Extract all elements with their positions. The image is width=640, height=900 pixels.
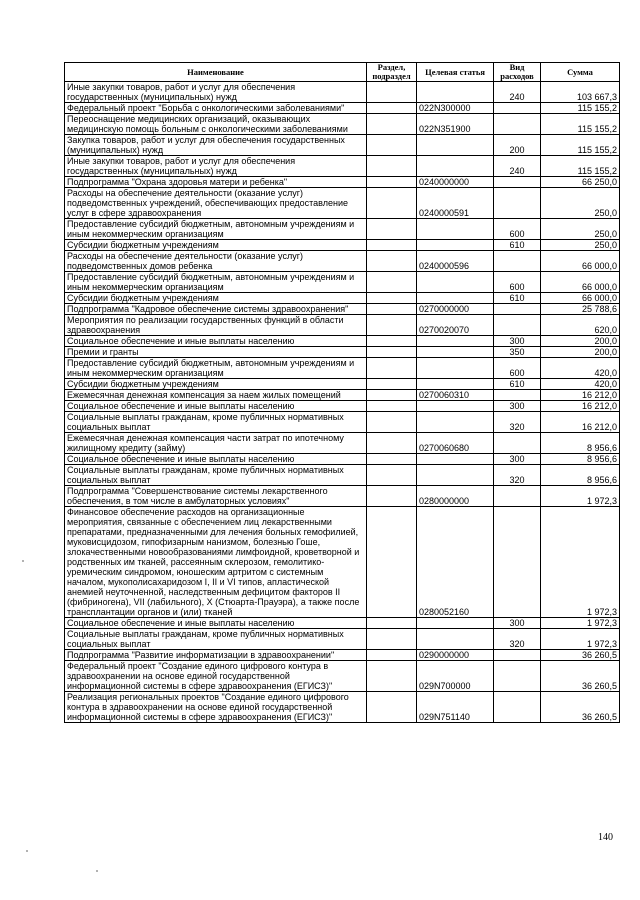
cell-sum: 1 972,3 <box>541 486 620 507</box>
cell-section <box>367 219 417 240</box>
cell-name: Субсидии бюджетным учреждениям <box>65 293 367 304</box>
cell-sum: 66 000,0 <box>541 293 620 304</box>
cell-target <box>417 454 494 465</box>
cell-target: 0270000000 <box>417 304 494 315</box>
cell-name: Иные закупки товаров, работ и услуг для обеспечения государственных (муниципальных) нужд <box>65 82 367 103</box>
cell-section <box>367 114 417 135</box>
cell-name: Социальное обеспечение и иные выплаты населению <box>65 336 367 347</box>
cell-expense <box>494 433 541 454</box>
cell-name: Закупка товаров, работ и услуг для обеспечения государственных (муниципальных) нужд <box>65 135 367 156</box>
cell-section <box>367 315 417 336</box>
cell-expense: 600 <box>494 219 541 240</box>
table-row <box>65 650 620 661</box>
cell-section <box>367 401 417 412</box>
cell-target: 0270020070 <box>417 315 494 336</box>
cell-target <box>417 358 494 379</box>
cell-target: 0240000591 <box>417 188 494 219</box>
cell-expense: 610 <box>494 293 541 304</box>
cell-expense: 600 <box>494 358 541 379</box>
header-name: Наименование <box>65 63 367 82</box>
table-row <box>65 315 620 336</box>
table-row <box>65 177 620 188</box>
cell-name: Иные закупки товаров, работ и услуг для обеспечения государственных (муниципальных) нужд <box>65 156 367 177</box>
cell-sum: 115 155,2 <box>541 103 620 114</box>
cell-sum: 66 000,0 <box>541 272 620 293</box>
cell-name: Федеральный проект "Создание единого цифрового контура в здравоохранении на основе единой государственной информационной системы в сфере здравоохранения (ЕГИСЗ)" <box>65 661 367 692</box>
cell-sum: 8 956,6 <box>541 465 620 486</box>
cell-sum: 620,0 <box>541 315 620 336</box>
table-row <box>65 661 620 692</box>
header-section: Раздел, подраздел <box>367 63 417 82</box>
cell-section <box>367 358 417 379</box>
cell-expense <box>494 188 541 219</box>
cell-target <box>417 156 494 177</box>
cell-name: Подпрограмма "Развитие информатизации в здравоохранении" <box>65 650 367 661</box>
cell-sum: 25 788,6 <box>541 304 620 315</box>
cell-name: Переоснащение медицинских организаций, оказывающих медицинскую помощь больным с онкологическими заболеваниями <box>65 114 367 135</box>
cell-sum: 200,0 <box>541 347 620 358</box>
scan-speck <box>26 850 28 852</box>
table-row <box>65 103 620 114</box>
cell-name: Ежемесячная денежная компенсация части затрат по ипотечному жилищному кредиту (займу) <box>65 433 367 454</box>
cell-expense <box>494 650 541 661</box>
cell-sum: 115 155,2 <box>541 114 620 135</box>
cell-section <box>367 486 417 507</box>
table-row <box>65 507 620 618</box>
cell-name: Подпрограмма "Охрана здоровья матери и ребенка" <box>65 177 367 188</box>
cell-name: Ежемесячная денежная компенсация за наем жилых помещений <box>65 390 367 401</box>
cell-sum: 1 972,3 <box>541 618 620 629</box>
cell-expense: 320 <box>494 412 541 433</box>
table-row <box>65 618 620 629</box>
cell-section <box>367 135 417 156</box>
table-row <box>65 390 620 401</box>
page-number: 140 <box>598 832 613 843</box>
cell-target <box>417 618 494 629</box>
cell-section <box>367 304 417 315</box>
cell-section <box>367 347 417 358</box>
cell-sum: 36 260,5 <box>541 661 620 692</box>
cell-expense: 320 <box>494 629 541 650</box>
cell-section <box>367 177 417 188</box>
cell-target: 0280000000 <box>417 486 494 507</box>
cell-expense <box>494 692 541 723</box>
cell-name: Предоставление субсидий бюджетным, автономным учреждениям и иным некоммерческим организациям <box>65 272 367 293</box>
cell-target <box>417 401 494 412</box>
table-row <box>65 379 620 390</box>
cell-target: 0270060310 <box>417 390 494 401</box>
cell-target <box>417 336 494 347</box>
cell-target: 0240000596 <box>417 251 494 272</box>
cell-section <box>367 650 417 661</box>
table-row <box>65 240 620 251</box>
cell-section <box>367 336 417 347</box>
cell-section <box>367 293 417 304</box>
cell-target <box>417 272 494 293</box>
cell-sum: 36 260,5 <box>541 692 620 723</box>
cell-sum: 250,0 <box>541 219 620 240</box>
cell-sum: 420,0 <box>541 358 620 379</box>
cell-target <box>417 465 494 486</box>
table-row <box>65 219 620 240</box>
cell-sum: 115 155,2 <box>541 156 620 177</box>
table-row <box>65 358 620 379</box>
cell-section <box>367 412 417 433</box>
table-row <box>65 135 620 156</box>
cell-section <box>367 82 417 103</box>
cell-expense <box>494 507 541 618</box>
cell-target: 0240000000 <box>417 177 494 188</box>
cell-section <box>367 240 417 251</box>
cell-target: 022N351900 <box>417 114 494 135</box>
cell-target: 0270060680 <box>417 433 494 454</box>
cell-sum: 103 667,3 <box>541 82 620 103</box>
cell-name: Подпрограмма "Кадровое обеспечение системы здравоохранения" <box>65 304 367 315</box>
cell-sum: 16 212,0 <box>541 412 620 433</box>
cell-name: Предоставление субсидий бюджетным, автономным учреждениям и иным некоммерческим организациям <box>65 358 367 379</box>
cell-expense: 350 <box>494 347 541 358</box>
cell-section <box>367 618 417 629</box>
cell-expense <box>494 390 541 401</box>
cell-name: Социальное обеспечение и иные выплаты населению <box>65 454 367 465</box>
cell-section <box>367 465 417 486</box>
table-row <box>65 465 620 486</box>
cell-section <box>367 251 417 272</box>
cell-target <box>417 219 494 240</box>
cell-section <box>367 661 417 692</box>
cell-expense <box>494 315 541 336</box>
cell-sum: 66 250,0 <box>541 177 620 188</box>
cell-sum: 8 956,6 <box>541 433 620 454</box>
cell-section <box>367 272 417 293</box>
table-row <box>65 156 620 177</box>
cell-sum: 66 000,0 <box>541 251 620 272</box>
cell-sum: 200,0 <box>541 336 620 347</box>
table-row <box>65 336 620 347</box>
cell-target: 029N700000 <box>417 661 494 692</box>
cell-name: Социальные выплаты гражданам, кроме публичных нормативных социальных выплат <box>65 465 367 486</box>
table-row <box>65 433 620 454</box>
cell-target <box>417 135 494 156</box>
cell-name: Подпрограмма "Совершенствование системы лекарственного обеспечения, в том числе в амбулаторных условиях" <box>65 486 367 507</box>
cell-target <box>417 379 494 390</box>
cell-target <box>417 629 494 650</box>
table-row <box>65 304 620 315</box>
cell-expense <box>494 114 541 135</box>
header-expense: Вид расходов <box>494 63 541 82</box>
cell-name: Субсидии бюджетным учреждениям <box>65 240 367 251</box>
cell-expense <box>494 251 541 272</box>
cell-section <box>367 507 417 618</box>
cell-target <box>417 82 494 103</box>
cell-target: 029N751140 <box>417 692 494 723</box>
cell-expense: 610 <box>494 240 541 251</box>
cell-name: Финансовое обеспечение расходов на организационные мероприятия, связанные с обеспечением лиц лекарственными препаратами, предназначенными для лечения больных гемофилией, муковисцидозом, гипофизарным нанизмом, болезнью Гоше, злокачественными новообразованиями лимфоидной, кроветворной и родственных им тканей, рассеянным склерозом, гемолитико-уремическим синдромом, юношеским артритом с системным началом, мукополисахаридозом I, II и VI типов, апластической анемией неуточненной, наследственным дефицитом факторов II (фибриногена), VII (лабильного), X (Стюарта-Прауэра), а также после трансплантации органов и (или) тканей <box>65 507 367 618</box>
cell-sum: 250,0 <box>541 240 620 251</box>
cell-expense <box>494 486 541 507</box>
cell-name: Социальное обеспечение и иные выплаты населению <box>65 618 367 629</box>
cell-section <box>367 188 417 219</box>
table-row <box>65 412 620 433</box>
cell-name: Федеральный проект "Борьба с онкологическими заболеваниями" <box>65 103 367 114</box>
cell-section <box>367 454 417 465</box>
table-row <box>65 692 620 723</box>
cell-expense <box>494 304 541 315</box>
header-row <box>65 63 620 82</box>
table-row <box>65 82 620 103</box>
cell-section <box>367 156 417 177</box>
cell-target: 022N300000 <box>417 103 494 114</box>
header-target: Целевая статья <box>417 63 494 82</box>
scan-speck <box>22 560 24 562</box>
cell-expense: 240 <box>494 156 541 177</box>
header-sum: Сумма <box>541 63 620 82</box>
cell-sum: 1 972,3 <box>541 629 620 650</box>
cell-sum: 1 972,3 <box>541 507 620 618</box>
cell-section <box>367 390 417 401</box>
cell-sum: 115 155,2 <box>541 135 620 156</box>
table-row <box>65 629 620 650</box>
cell-target <box>417 240 494 251</box>
cell-expense: 600 <box>494 272 541 293</box>
table-row <box>65 251 620 272</box>
table-row <box>65 188 620 219</box>
cell-expense <box>494 103 541 114</box>
cell-name: Расходы на обеспечение деятельности (оказание услуг) подведомственных домов ребенка <box>65 251 367 272</box>
cell-name: Социальные выплаты гражданам, кроме публичных нормативных социальных выплат <box>65 629 367 650</box>
cell-sum: 8 956,6 <box>541 454 620 465</box>
cell-section <box>367 629 417 650</box>
budget-table <box>64 62 620 723</box>
cell-expense: 240 <box>494 82 541 103</box>
cell-section <box>367 379 417 390</box>
cell-name: Мероприятия по реализации государственных функций в области здравоохранения <box>65 315 367 336</box>
cell-section <box>367 103 417 114</box>
table-row <box>65 486 620 507</box>
cell-target <box>417 412 494 433</box>
cell-name: Премии и гранты <box>65 347 367 358</box>
table-row <box>65 454 620 465</box>
cell-section <box>367 433 417 454</box>
cell-sum: 420,0 <box>541 379 620 390</box>
cell-target <box>417 347 494 358</box>
table-row <box>65 401 620 412</box>
cell-expense: 300 <box>494 454 541 465</box>
cell-sum: 16 212,0 <box>541 390 620 401</box>
table-row <box>65 293 620 304</box>
cell-name: Социальные выплаты гражданам, кроме публичных нормативных социальных выплат <box>65 412 367 433</box>
cell-target: 0290000000 <box>417 650 494 661</box>
table-row <box>65 114 620 135</box>
cell-name: Субсидии бюджетным учреждениям <box>65 379 367 390</box>
cell-target: 0280052160 <box>417 507 494 618</box>
cell-sum: 16 212,0 <box>541 401 620 412</box>
cell-name: Реализация региональных проектов "Создание единого цифрового контура в здравоохранении на основе единой государственной информационной системы в сфере здравоохранения (ЕГИСЗ)" <box>65 692 367 723</box>
cell-expense: 200 <box>494 135 541 156</box>
cell-expense: 300 <box>494 618 541 629</box>
cell-sum: 250,0 <box>541 188 620 219</box>
table-row <box>65 272 620 293</box>
cell-name: Расходы на обеспечение деятельности (оказание услуг) подведомственных учреждений, обеспечивающих предоставление услуг в сфере здравоохранения <box>65 188 367 219</box>
cell-section <box>367 692 417 723</box>
cell-expense: 300 <box>494 336 541 347</box>
cell-target <box>417 293 494 304</box>
cell-expense: 610 <box>494 379 541 390</box>
table-row <box>65 347 620 358</box>
table-body <box>65 82 620 723</box>
cell-name: Социальное обеспечение и иные выплаты населению <box>65 401 367 412</box>
cell-expense: 320 <box>494 465 541 486</box>
cell-sum: 36 260,5 <box>541 650 620 661</box>
cell-expense <box>494 661 541 692</box>
cell-expense: 300 <box>494 401 541 412</box>
scan-speck <box>96 870 98 872</box>
cell-expense <box>494 177 541 188</box>
cell-name: Предоставление субсидий бюджетным, автономным учреждениям и иным некоммерческим организациям <box>65 219 367 240</box>
